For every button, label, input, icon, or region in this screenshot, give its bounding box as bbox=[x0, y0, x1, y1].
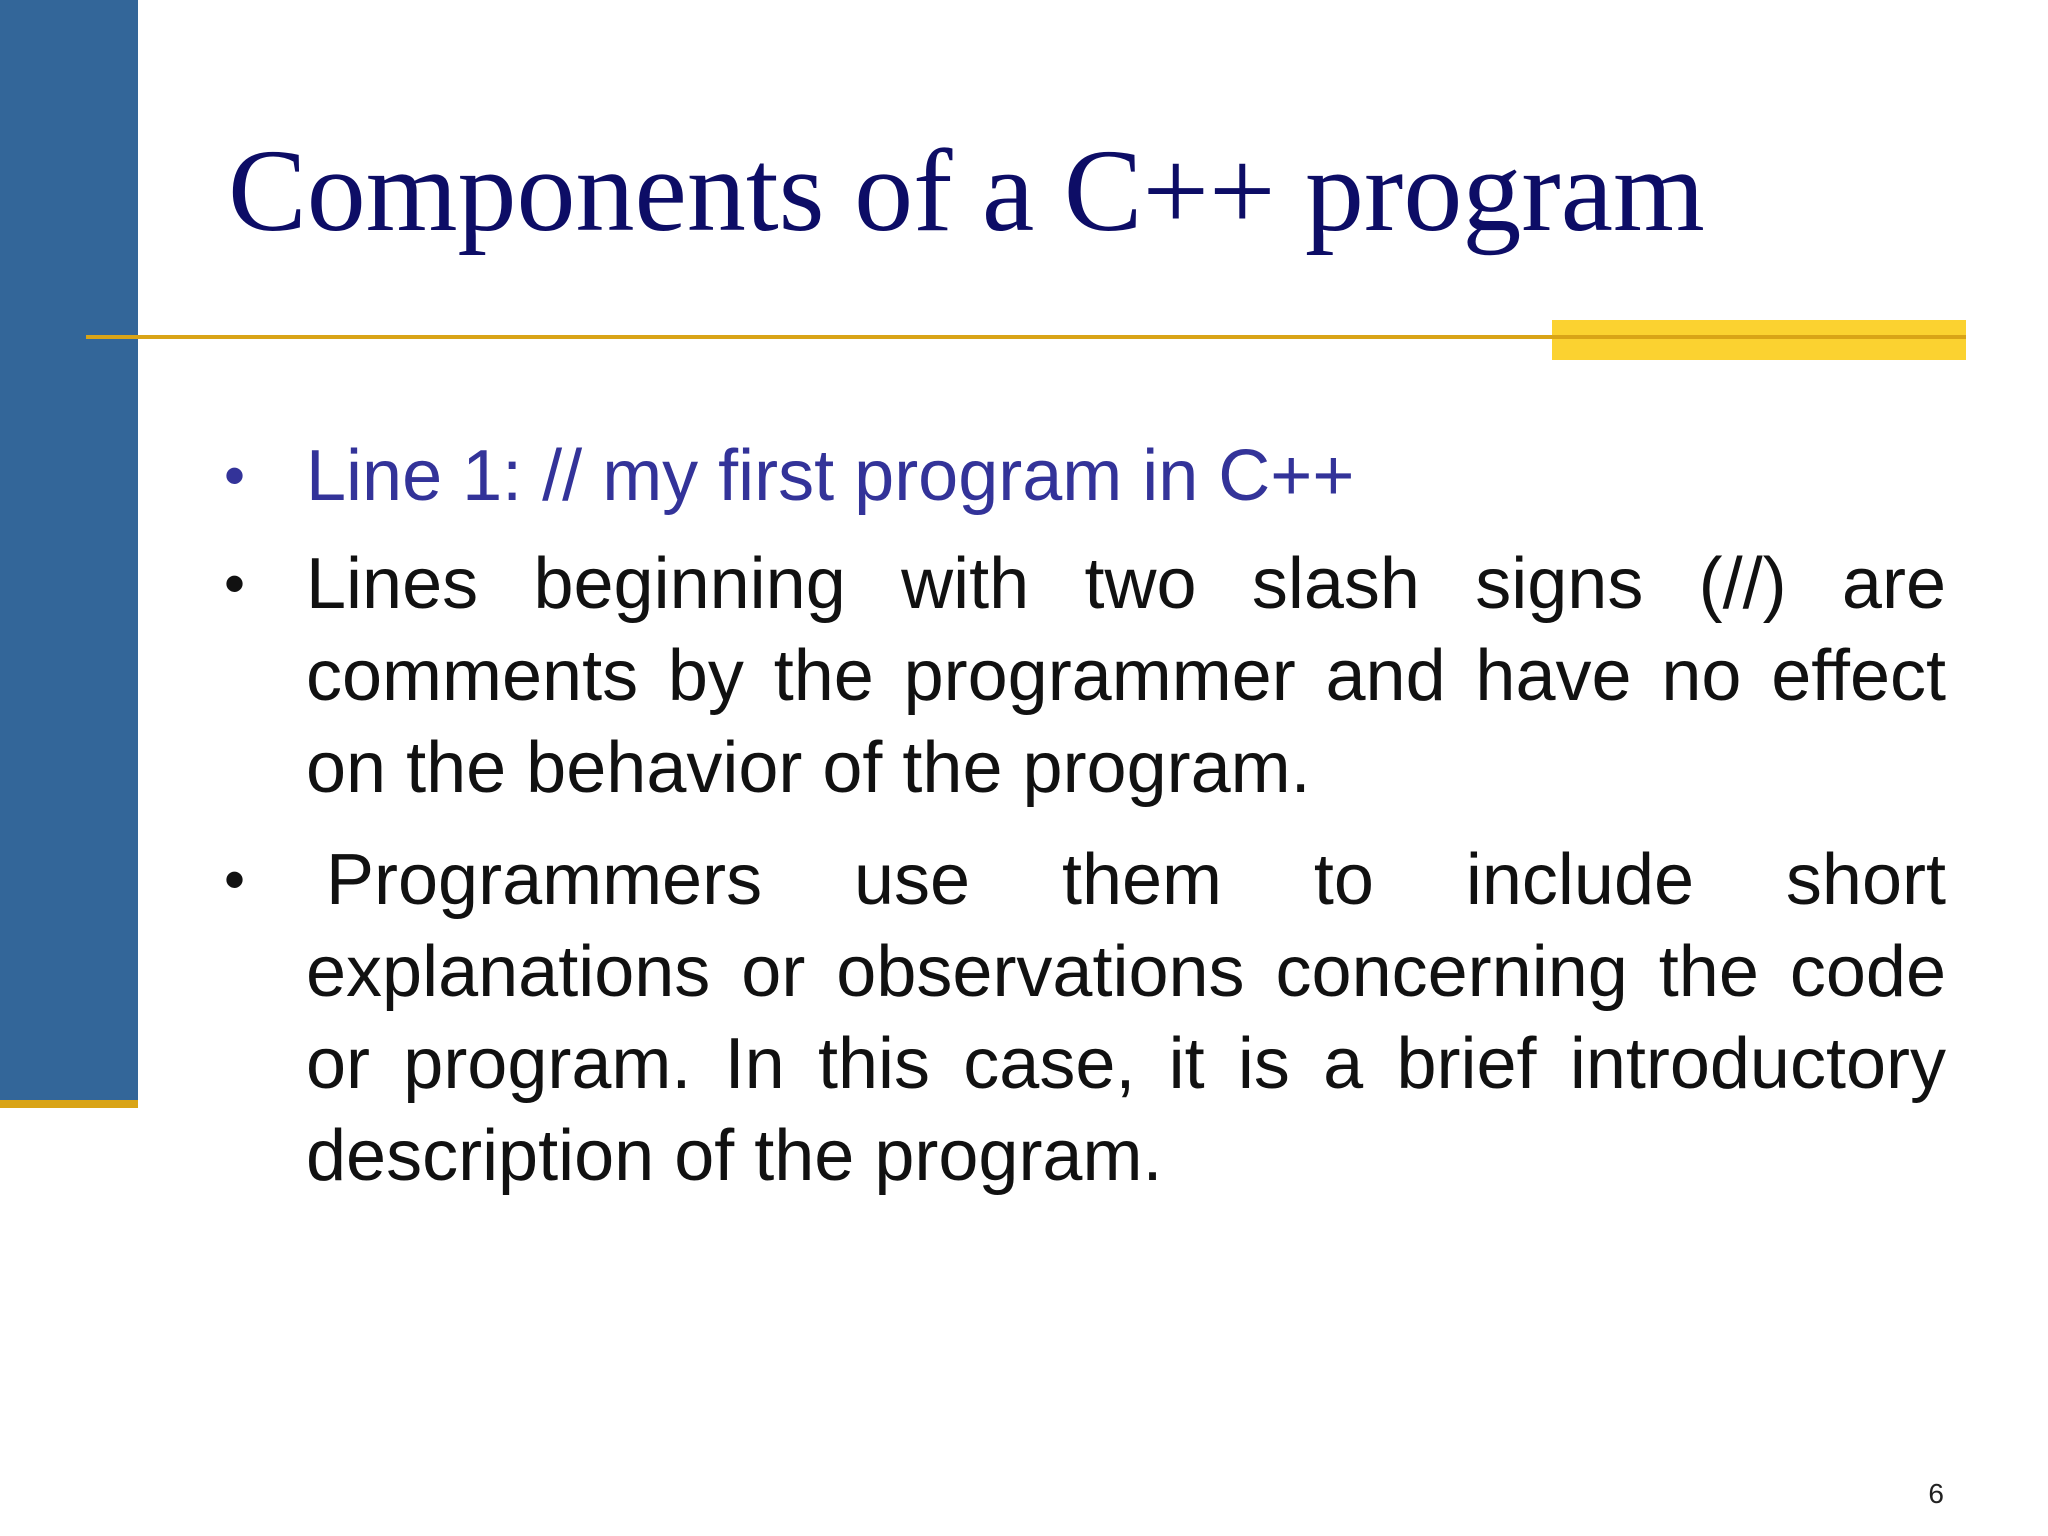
sidebar-band bbox=[0, 0, 138, 1100]
title-rule-accent-line bbox=[1552, 335, 1966, 339]
bullet-marker: • bbox=[224, 442, 246, 509]
sidebar-band-edge bbox=[0, 1100, 138, 1108]
bullet-list bbox=[220, 430, 1946, 1222]
bullet-text: Lines beginning with two slash signs (//) are comments by the programmer and have no effect on the behavior of the program. bbox=[306, 544, 1946, 808]
slide-title: Components of a C++ program bbox=[228, 125, 1705, 256]
bullet-marker: • bbox=[224, 550, 246, 617]
title-rule-accent bbox=[1552, 320, 1966, 360]
bullet-text: Line 1: // my first program in C++ bbox=[306, 436, 1355, 516]
bullet-text: Programmers use them to include short explanations or observations concerning the code or program. In this case, it is a brief introductory description of the program. bbox=[306, 840, 1946, 1196]
page-number: 6 bbox=[1928, 1478, 1944, 1509]
bullet-item-usage bbox=[220, 834, 1946, 1202]
bullet-item-line1 bbox=[220, 430, 1946, 522]
bullet-marker: • bbox=[224, 846, 246, 913]
bullet-item-comments bbox=[220, 538, 1946, 814]
